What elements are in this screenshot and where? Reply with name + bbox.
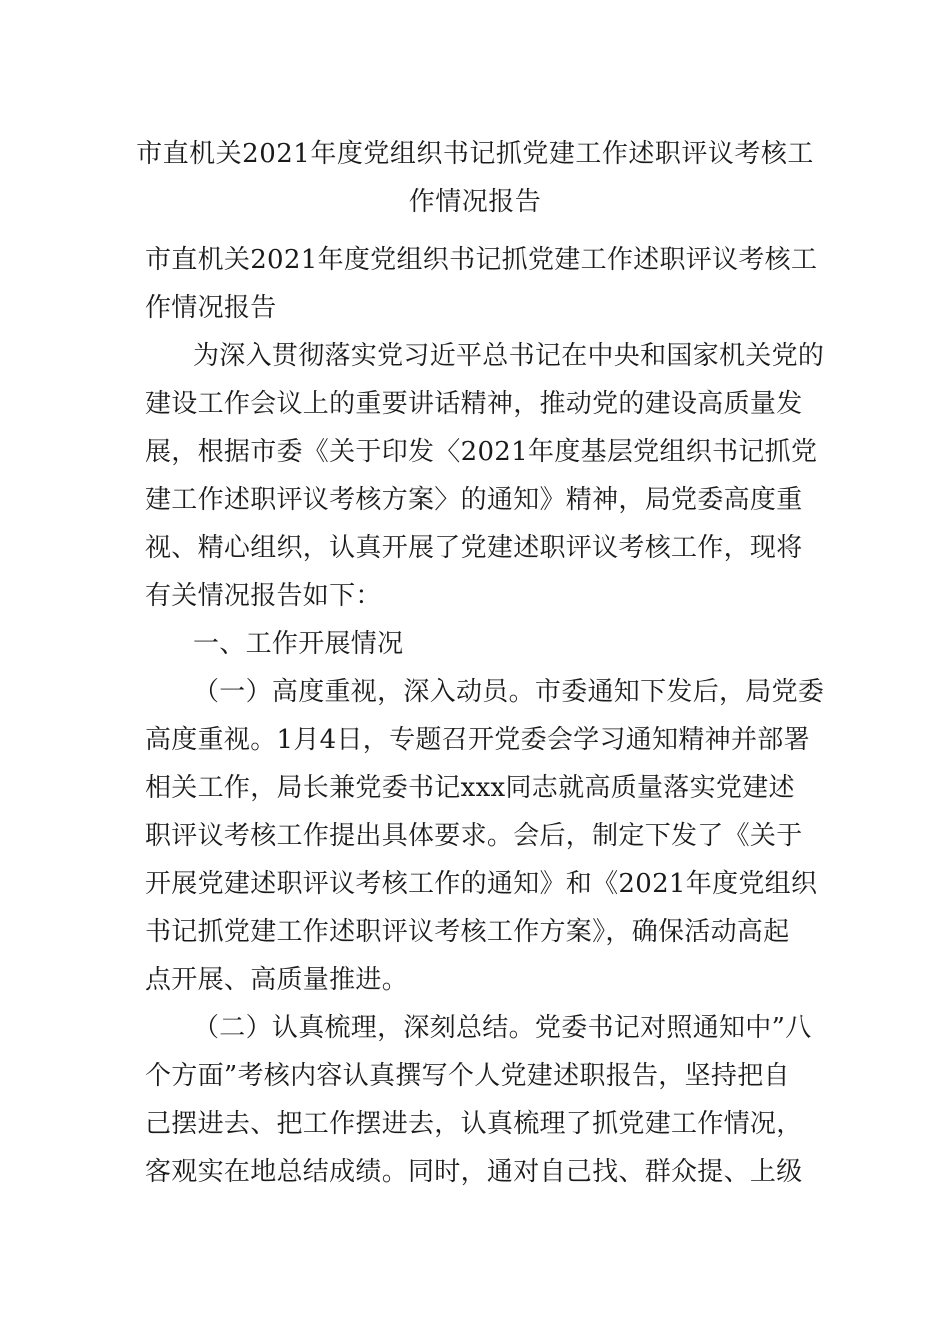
paragraph-1-line: 有关情况报告如下：	[145, 581, 382, 611]
paragraph-3-line: 客观实在地总结成绩。同时，通对自己找、群众提、上级	[145, 1157, 803, 1187]
paragraph-1-line: 视、精心组织，认真开展了党建述职评议考核工作，现将	[145, 533, 803, 563]
paragraph-2-line: （一）高度重视，深入动员。市委通知下发后，局党委	[193, 677, 825, 707]
paragraph-1-line: 为深入贯彻落实党习近平总书记在中央和国家机关党的	[193, 341, 825, 371]
paragraph-2-line: 书记抓党建工作述职评议考核工作方案》，确保活动高起	[145, 917, 790, 947]
paragraph-2-line: 相关工作，局长兼党委书记xxx同志就高质量落实党建述	[145, 773, 795, 803]
subtitle-line-1: 市直机关2021年度党组织书记抓党建工作述职评议考核工	[145, 245, 818, 275]
section-1-heading: 一、工作开展情况	[193, 629, 404, 659]
paragraph-2-line: 职评议考核工作提出具体要求。会后，制定下发了《关于	[145, 821, 803, 851]
paragraph-1-line: 建工作述职评议考核方案〉的通知》精神，局党委高度重	[145, 485, 803, 515]
paragraph-2-line: 高度重视。1月4日，专题召开党委会学习通知精神并部署	[145, 725, 810, 755]
paragraph-3-line: （二）认真梳理，深刻总结。党委书记对照通知中”八	[193, 1013, 812, 1043]
paragraph-2-line: 开展党建述职评议考核工作的通知》和《2021年度党组织	[145, 869, 818, 899]
paragraph-2-line: 点开展、高质量推进。	[145, 965, 409, 995]
subtitle-line-2: 作情况报告	[145, 293, 277, 323]
paragraph-3-line: 个方面”考核内容认真撰写个人党建述职报告，坚持把自	[145, 1061, 790, 1091]
paragraph-1-line: 展，根据市委《关于印发〈2021年度基层党组织书记抓党	[145, 437, 818, 467]
paragraph-3-line: 己摆进去、把工作摆进去，认真梳理了抓党建工作情况，	[145, 1109, 803, 1139]
document-title-line-2: 作情况报告	[408, 187, 542, 217]
paragraph-1-line: 建设工作会议上的重要讲话精神，推动党的建设高质量发	[145, 389, 803, 419]
document-title-line-1: 市直机关2021年度党组织书记抓党建工作述职评议考核工	[136, 139, 814, 169]
document-body	[145, 236, 825, 1196]
